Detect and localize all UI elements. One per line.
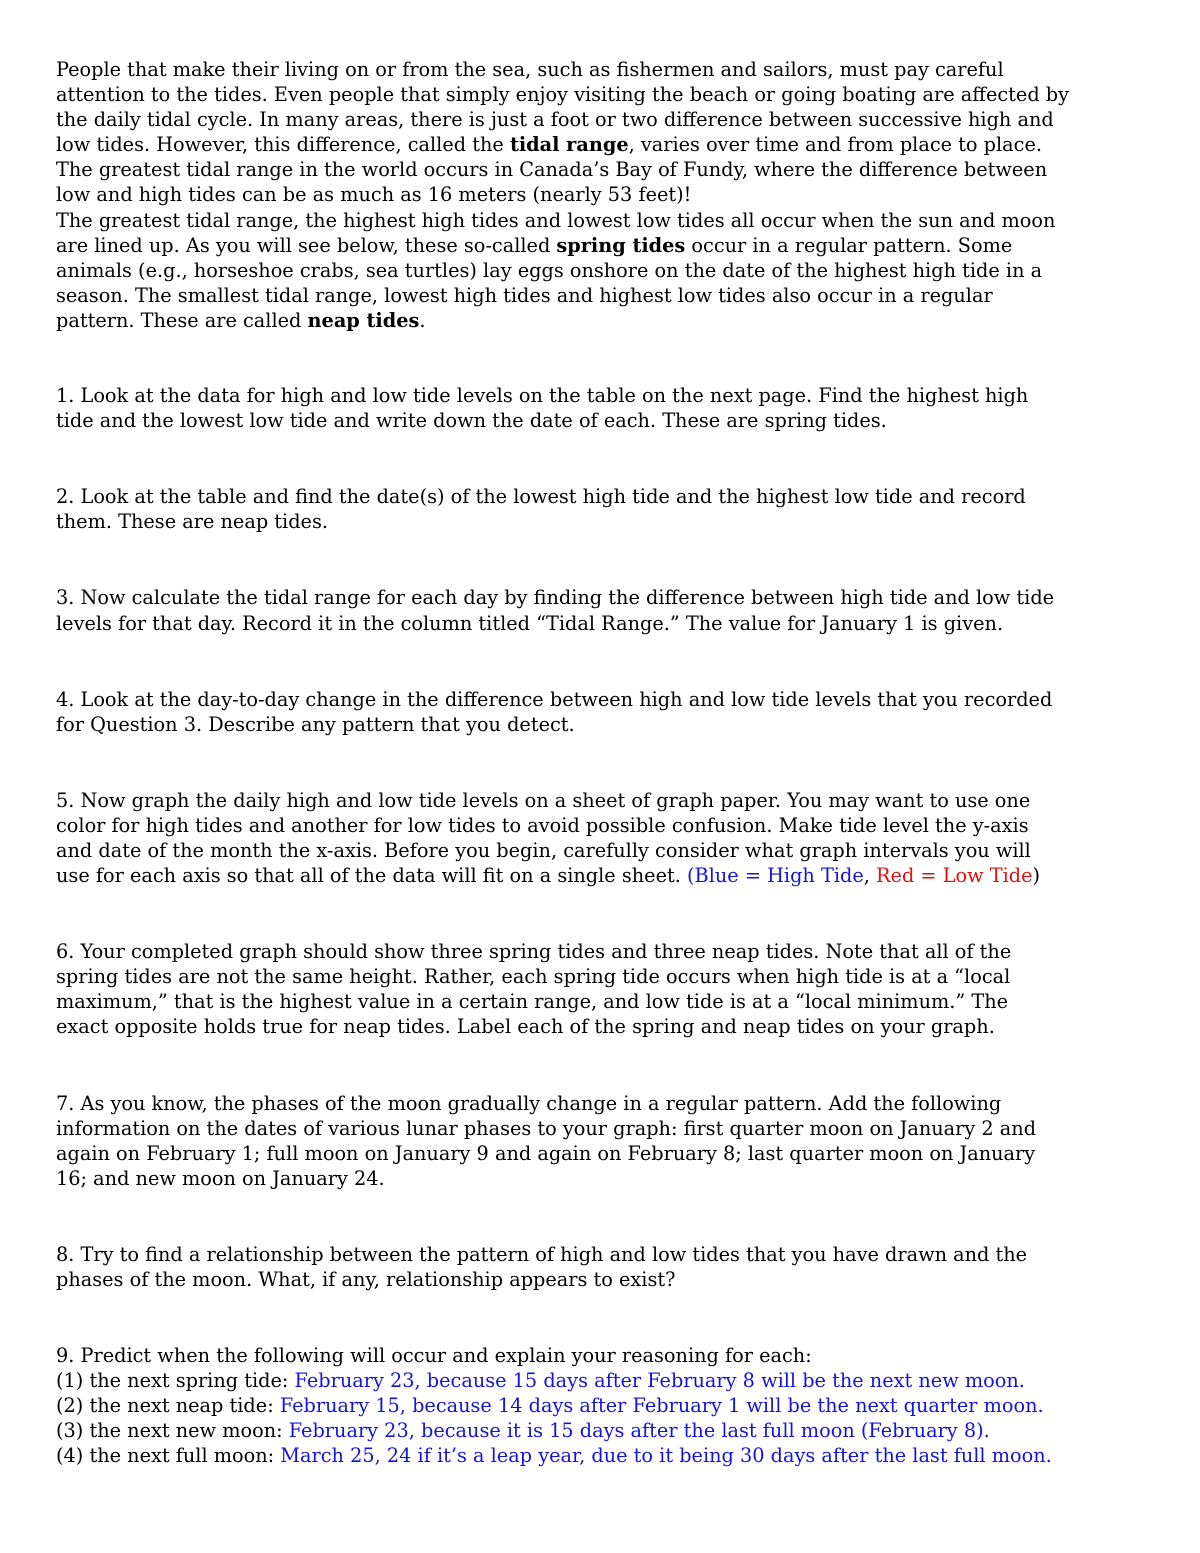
question-line: them. These are neap tides. bbox=[56, 510, 328, 534]
question-6 bbox=[56, 939, 1146, 1039]
question-line: again on February 1; full moon on January 9 and again on February 8; last quarter moon on January bbox=[56, 1141, 1036, 1165]
question-line: and date of the month the x-axis. Before you begin, carefully consider what graph intervals you will bbox=[56, 838, 1031, 862]
term-neap-tides: neap tides bbox=[307, 308, 420, 332]
question-line: 5. Now graph the daily high and low tide levels on a sheet of graph paper. You may want to use one bbox=[56, 788, 1031, 812]
intro-text: low tides. However, this difference, called the bbox=[56, 133, 510, 157]
paren-close: ) bbox=[1032, 864, 1041, 888]
question-1 bbox=[56, 383, 1146, 433]
intro-text: occur in a regular pattern. Some bbox=[685, 233, 1013, 257]
intro-text: are lined up. As you will see below, these so-called bbox=[56, 233, 557, 257]
question-4 bbox=[56, 687, 1146, 737]
question-line: tide and the lowest low tide and write down the date of each. These are spring tides. bbox=[56, 409, 887, 433]
spacer bbox=[56, 1292, 1146, 1343]
question-line: 6. Your completed graph should show three spring tides and three neap tides. Note that all of the bbox=[56, 940, 1012, 964]
question-7 bbox=[56, 1091, 1146, 1191]
intro-paragraph bbox=[56, 57, 1146, 333]
question-3 bbox=[56, 585, 1146, 635]
prediction-label: (1) the next spring tide: bbox=[56, 1369, 295, 1393]
question-9 bbox=[56, 1343, 1146, 1468]
prediction-item bbox=[56, 1443, 1146, 1468]
spacer bbox=[56, 1040, 1146, 1091]
legend-low-tide: Red = Low Tide bbox=[876, 864, 1033, 888]
prediction-item bbox=[56, 1393, 1146, 1418]
intro-line: low and high tides can be as much as 16 meters (nearly 53 feet)! bbox=[56, 183, 692, 207]
question-line: 1. Look at the data for high and low tide levels on the table on the next page. Find the highest high bbox=[56, 384, 1029, 408]
prediction-answer: March 25, 24 if it’s a leap year, due to it being 30 days after the last full moon. bbox=[280, 1444, 1052, 1468]
prediction-label: (3) the next new moon: bbox=[56, 1419, 289, 1443]
intro-line: People that make their living on or from the sea, such as fishermen and sailors, must pay careful bbox=[56, 58, 1004, 81]
question-line: 7. As you know, the phases of the moon gradually change in a regular pattern. Add the following bbox=[56, 1091, 1002, 1115]
question-8 bbox=[56, 1242, 1146, 1292]
prediction-label: (4) the next full moon: bbox=[56, 1444, 281, 1468]
question-line: 8. Try to find a relationship between the pattern of high and low tides that you have drawn and the bbox=[56, 1242, 1028, 1266]
question-line: maximum,” that is the highest value in a certain range, and low tide is at a “local minimum.” The bbox=[56, 990, 1009, 1014]
question-line: 3. Now calculate the tidal range for each day by finding the difference between high tide and low tide bbox=[56, 586, 1055, 610]
prediction-answer: February 23, because it is 15 days after the last full moon (February 8). bbox=[288, 1419, 990, 1443]
spacer bbox=[56, 433, 1146, 484]
spacer bbox=[56, 888, 1146, 939]
question-5 bbox=[56, 788, 1146, 888]
spacer bbox=[56, 534, 1146, 585]
prediction-answer: February 23, because 15 days after February 8 will be the next new moon. bbox=[294, 1369, 1025, 1393]
intro-line: The greatest tidal range, the highest high tides and lowest low tides all occur when the sun and moon bbox=[56, 208, 1056, 232]
legend-high-tide: Blue = High Tide bbox=[694, 864, 864, 888]
prediction-item bbox=[56, 1418, 1146, 1443]
question-line: phases of the moon. What, if any, relationship appears to exist? bbox=[56, 1268, 676, 1291]
spacer bbox=[56, 636, 1146, 687]
question-line: information on the dates of various lunar phases to your graph: first quarter moon on January 2 and bbox=[56, 1116, 1037, 1140]
spacer bbox=[56, 1191, 1146, 1242]
paren-open: ( bbox=[687, 864, 695, 888]
intro-text: pattern. These are called bbox=[56, 308, 308, 332]
question-line: 9. Predict when the following will occur and explain your reasoning for each: bbox=[56, 1344, 812, 1368]
question-line: 16; and new moon on January 24. bbox=[56, 1166, 385, 1190]
term-spring-tides: spring tides bbox=[556, 233, 686, 257]
intro-line: animals (e.g., horseshoe crabs, sea turtles) lay eggs onshore on the date of the highest high tide in a bbox=[56, 258, 1043, 282]
intro-line: attention to the tides. Even people that simply enjoy visiting the beach or going boating are affected by bbox=[56, 83, 1070, 107]
question-line bbox=[56, 863, 1146, 888]
question-line: 2. Look at the table and find the date(s) of the lowest high tide and the highest low tide and record bbox=[56, 485, 1026, 509]
intro-line bbox=[56, 233, 1146, 258]
question-line: 4. Look at the day-to-day change in the difference between high and low tide levels that you recorded bbox=[56, 687, 1053, 711]
question-line: color for high tides and another for low tides to avoid possible confusion. Make tide level the y-axis bbox=[56, 813, 1029, 837]
intro-line bbox=[56, 308, 1146, 333]
question-text: use for each axis so that all of the data will fit on a single sheet. bbox=[56, 864, 687, 888]
intro-line: season. The smallest tidal range, lowest high tides and highest low tides also occur in a regular bbox=[56, 283, 993, 307]
intro-line: The greatest tidal range in the world occurs in Canada’s Bay of Fundy, where the difference between bbox=[56, 158, 1048, 182]
spacer bbox=[56, 737, 1146, 788]
intro-text: , varies over time and from place to place. bbox=[628, 133, 1042, 157]
prediction-label: (2) the next neap tide: bbox=[56, 1394, 280, 1418]
prediction-item bbox=[56, 1368, 1146, 1393]
worksheet-page bbox=[56, 57, 1146, 1469]
term-tidal-range: tidal range bbox=[509, 133, 629, 157]
intro-line: the daily tidal cycle. In many areas, there is just a foot or two difference between successive high and bbox=[56, 108, 1054, 132]
prediction-answer: February 15, because 14 days after February 1 will be the next quarter moon. bbox=[279, 1394, 1044, 1418]
intro-line bbox=[56, 132, 1146, 157]
question-line: for Question 3. Describe any pattern that you detect. bbox=[56, 712, 575, 736]
question-line: levels for that day. Record it in the column titled “Tidal Range.” The value for January 1 is given. bbox=[56, 611, 1004, 635]
intro-text: . bbox=[419, 308, 426, 332]
spacer bbox=[56, 333, 1146, 383]
question-2 bbox=[56, 484, 1146, 534]
legend-separator: , bbox=[863, 864, 877, 888]
question-line: spring tides are not the same height. Rather, each spring tide occurs when high tide is at a “local bbox=[56, 965, 1011, 989]
question-line: exact opposite holds true for neap tides. Label each of the spring and neap tides on your graph. bbox=[56, 1015, 995, 1039]
